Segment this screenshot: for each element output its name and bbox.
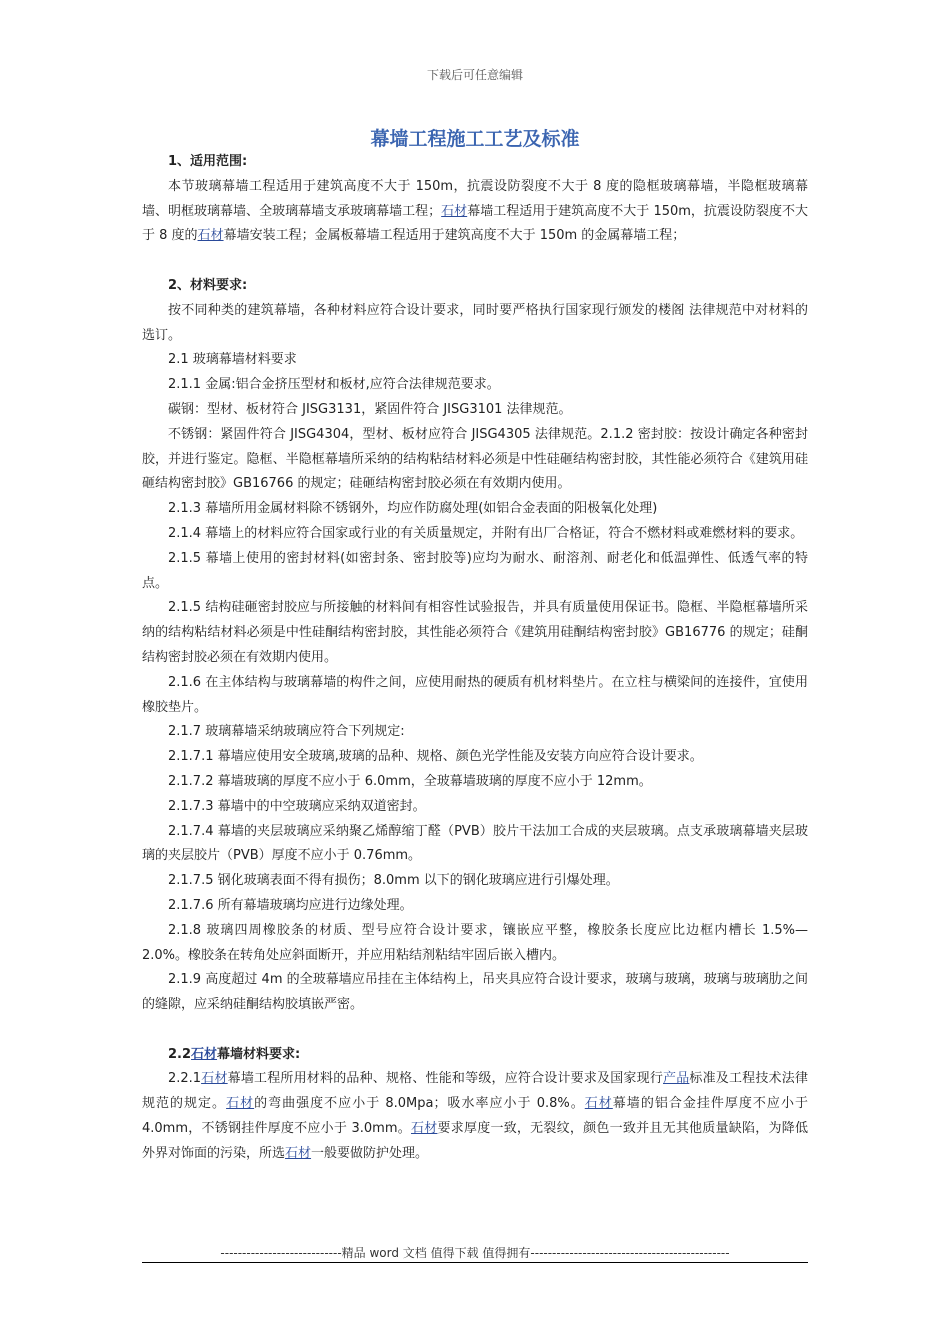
paragraph-item: 2.1.9 高度超过 4m 的全玻幕墙应吊挂在主体结构上，吊夹具应符合设计要求，玻璃与玻璃，玻璃与玻璃肋之间的缝隙，应采纳硅酮结构胶填嵌严密。 (142, 972, 808, 1013)
paragraph-stone-materials: 2.2.1石材幕墙工程所用材料的品种、规格、性能和等级，应符合设计要求及国家现行产品标准及工程技术法律规范的规定。石材的弯曲强度不应小于 8.0Mpa；吸水率应小于 0.8%。石材幕墙的铝合金挂件厚度不应小于 4.0mm，不锈钢挂件厚度不应小于 3.0mm。石材要求厚度一致，无裂纹，颜色一致并且无其他质量缺陷，为降低外界对饰面的污染，所选石材一般要做防护处理。 (142, 1071, 808, 1161)
paragraph-item: 碳钢：型材、板材符合 JISG3131，紧固件符合 JISG3101 法律规范。 (168, 401, 572, 417)
paragraph-item: 2.1.3 幕墙所用金属材料除不锈钢外，均应作防腐处理(如铝合金表面的阳极氧化处理) (168, 501, 658, 517)
section-heading-scope: 1、适用范围: (168, 154, 248, 169)
document-body (142, 150, 808, 1167)
header-note: 下载后可任意编辑 (426, 68, 523, 82)
paragraph-materials-intro: 按不同种类的建筑幕墙，各种材料应符合设计要求，同时要严格执行国家现行颁发的楼阁 法律规范中对材料的选订。 (142, 302, 808, 343)
paragraph-item: 2.1.8 玻璃四周橡胶条的材质、型号应符合设计要求，镶嵌应平整，橡胶条长度应比边框内槽长 1.5%—2.0%。橡胶条在转角处应斜面断开，并应用粘结剂粘结牢固后嵌入槽内。 (142, 922, 808, 963)
paragraph-item: 2.1.7.5 钢化玻璃表面不得有损伤；8.0mm 以下的钢化玻璃应进行引爆处理。 (168, 873, 619, 889)
stone-link[interactable]: 石材 (285, 1145, 312, 1161)
stone-link[interactable]: 石材 (411, 1121, 438, 1137)
stone-link[interactable]: 石材 (191, 1046, 218, 1062)
paragraph-item: 2.1.7 玻璃幕墙采纳玻璃应符合下列规定: (168, 724, 405, 740)
stone-link[interactable]: 石材 (197, 228, 224, 244)
stone-link[interactable]: 石材 (441, 203, 468, 219)
paragraph-item: 2.1.1 金属:铝合金挤压型材和板材,应符合法律规范要求。 (168, 377, 500, 393)
product-link[interactable]: 产品 (663, 1071, 690, 1087)
blank-line (142, 1018, 808, 1043)
paragraph-item: 不锈钢：紧固件符合 JISG4304，型材、板材应符合 JISG4305 法律规范。2.1.2 密封胶：按设计确定各种密封胶，并进行鉴定。隐框、半隐框幕墙所采纳的结构粘结材料必须是中性硅砸结构密封胶，其性能必须符合《建筑用硅砸结构密封胶》GB16766 的规定；硅砸结构密封胶必须在有效期内使用。 (142, 426, 808, 492)
paragraph-item: 2.1.7.2 幕墙玻璃的厚度不应小于 6.0mm，全玻幕墙玻璃的厚度不应小于 12mm。 (168, 773, 652, 789)
paragraph-item: 2.1.6 在主体结构与玻璃幕墙的构件之间，应使用耐热的硬质有机材料垫片。在立柱与横梁间的连接件，宜使用橡胶垫片。 (142, 674, 808, 715)
paragraph-item: 2.1.7.3 幕墙中的中空玻璃应采纳双道密封。 (168, 798, 426, 814)
paragraph-item: 2.1.7.6 所有幕墙玻璃均应进行边缘处理。 (168, 897, 413, 913)
document-title: 幕墙工程施工工艺及标准 (370, 128, 580, 150)
paragraph-item: 2.1.7.4 幕墙的夹层玻璃应采纳聚乙烯醇缩丁醛（PVB）胶片干法加工合成的夹层玻璃。点支承玻璃幕墙夹层玻璃的夹层胶片（PVB）厚度不应小于 0.76mm。 (142, 823, 808, 864)
blank-line (142, 249, 808, 274)
paragraph-item: 2.1 玻璃幕墙材料要求 (168, 352, 297, 368)
paragraph-item: 2.1.5 幕墙上使用的密封材料(如密封条、密封胶等)应均为耐水、耐溶剂、耐老化和低温弹性、低透气率的特点。 (142, 550, 808, 591)
footer-divider (142, 1262, 808, 1263)
section-heading-stone: 2.2石材幕墙材料要求: (168, 1046, 301, 1062)
footer-note: ----------------------------精品 word 文档 值得下载 值得拥有---------------------------------------------- (220, 1246, 730, 1260)
stone-link[interactable]: 石材 (226, 1096, 255, 1112)
paragraph-item: 2.1.5 结构硅砸密封胶应与所接触的材料间有相容性试验报告，并具有质量使用保证书。隐框、半隐框幕墙所采纳的结构粘结材料必须是中性硅酮结构密封胶，其性能必须符合《建筑用硅酮结构密封胶》GB16776 的规定；硅酮结构密封胶必须在有效期内使用。 (142, 600, 808, 665)
paragraph-item: 2.1.7.1 幕墙应使用安全玻璃,玻璃的品种、规格、颜色光学性能及安装方向应符合设计要求。 (168, 749, 703, 765)
stone-link[interactable]: 石材 (584, 1096, 613, 1112)
paragraph-scope: 本节玻璃幕墙工程适用于建筑高度不大于 150m，抗震设防裂度不大于 8 度的隐框玻璃幕墙，半隐框玻璃幕墙、明框玻璃幕墙、全玻璃幕墙支承玻璃幕墙工程；石材幕墙工程适用于建筑高度不大于 150m，抗震设防裂度不大于 8 度的石材幕墙安装工程；金属板幕墙工程适用于建筑高度不大于 150m 的金属幕墙工程； (142, 178, 808, 244)
paragraph-item: 2.1.4 幕墙上的材料应符合国家或行业的有关质量规定，并附有出厂合格证，符合不燃材料或难燃材料的要求。 (168, 525, 804, 541)
section-heading-materials: 2、材料要求: (168, 277, 248, 293)
stone-link[interactable]: 石材 (201, 1071, 228, 1087)
